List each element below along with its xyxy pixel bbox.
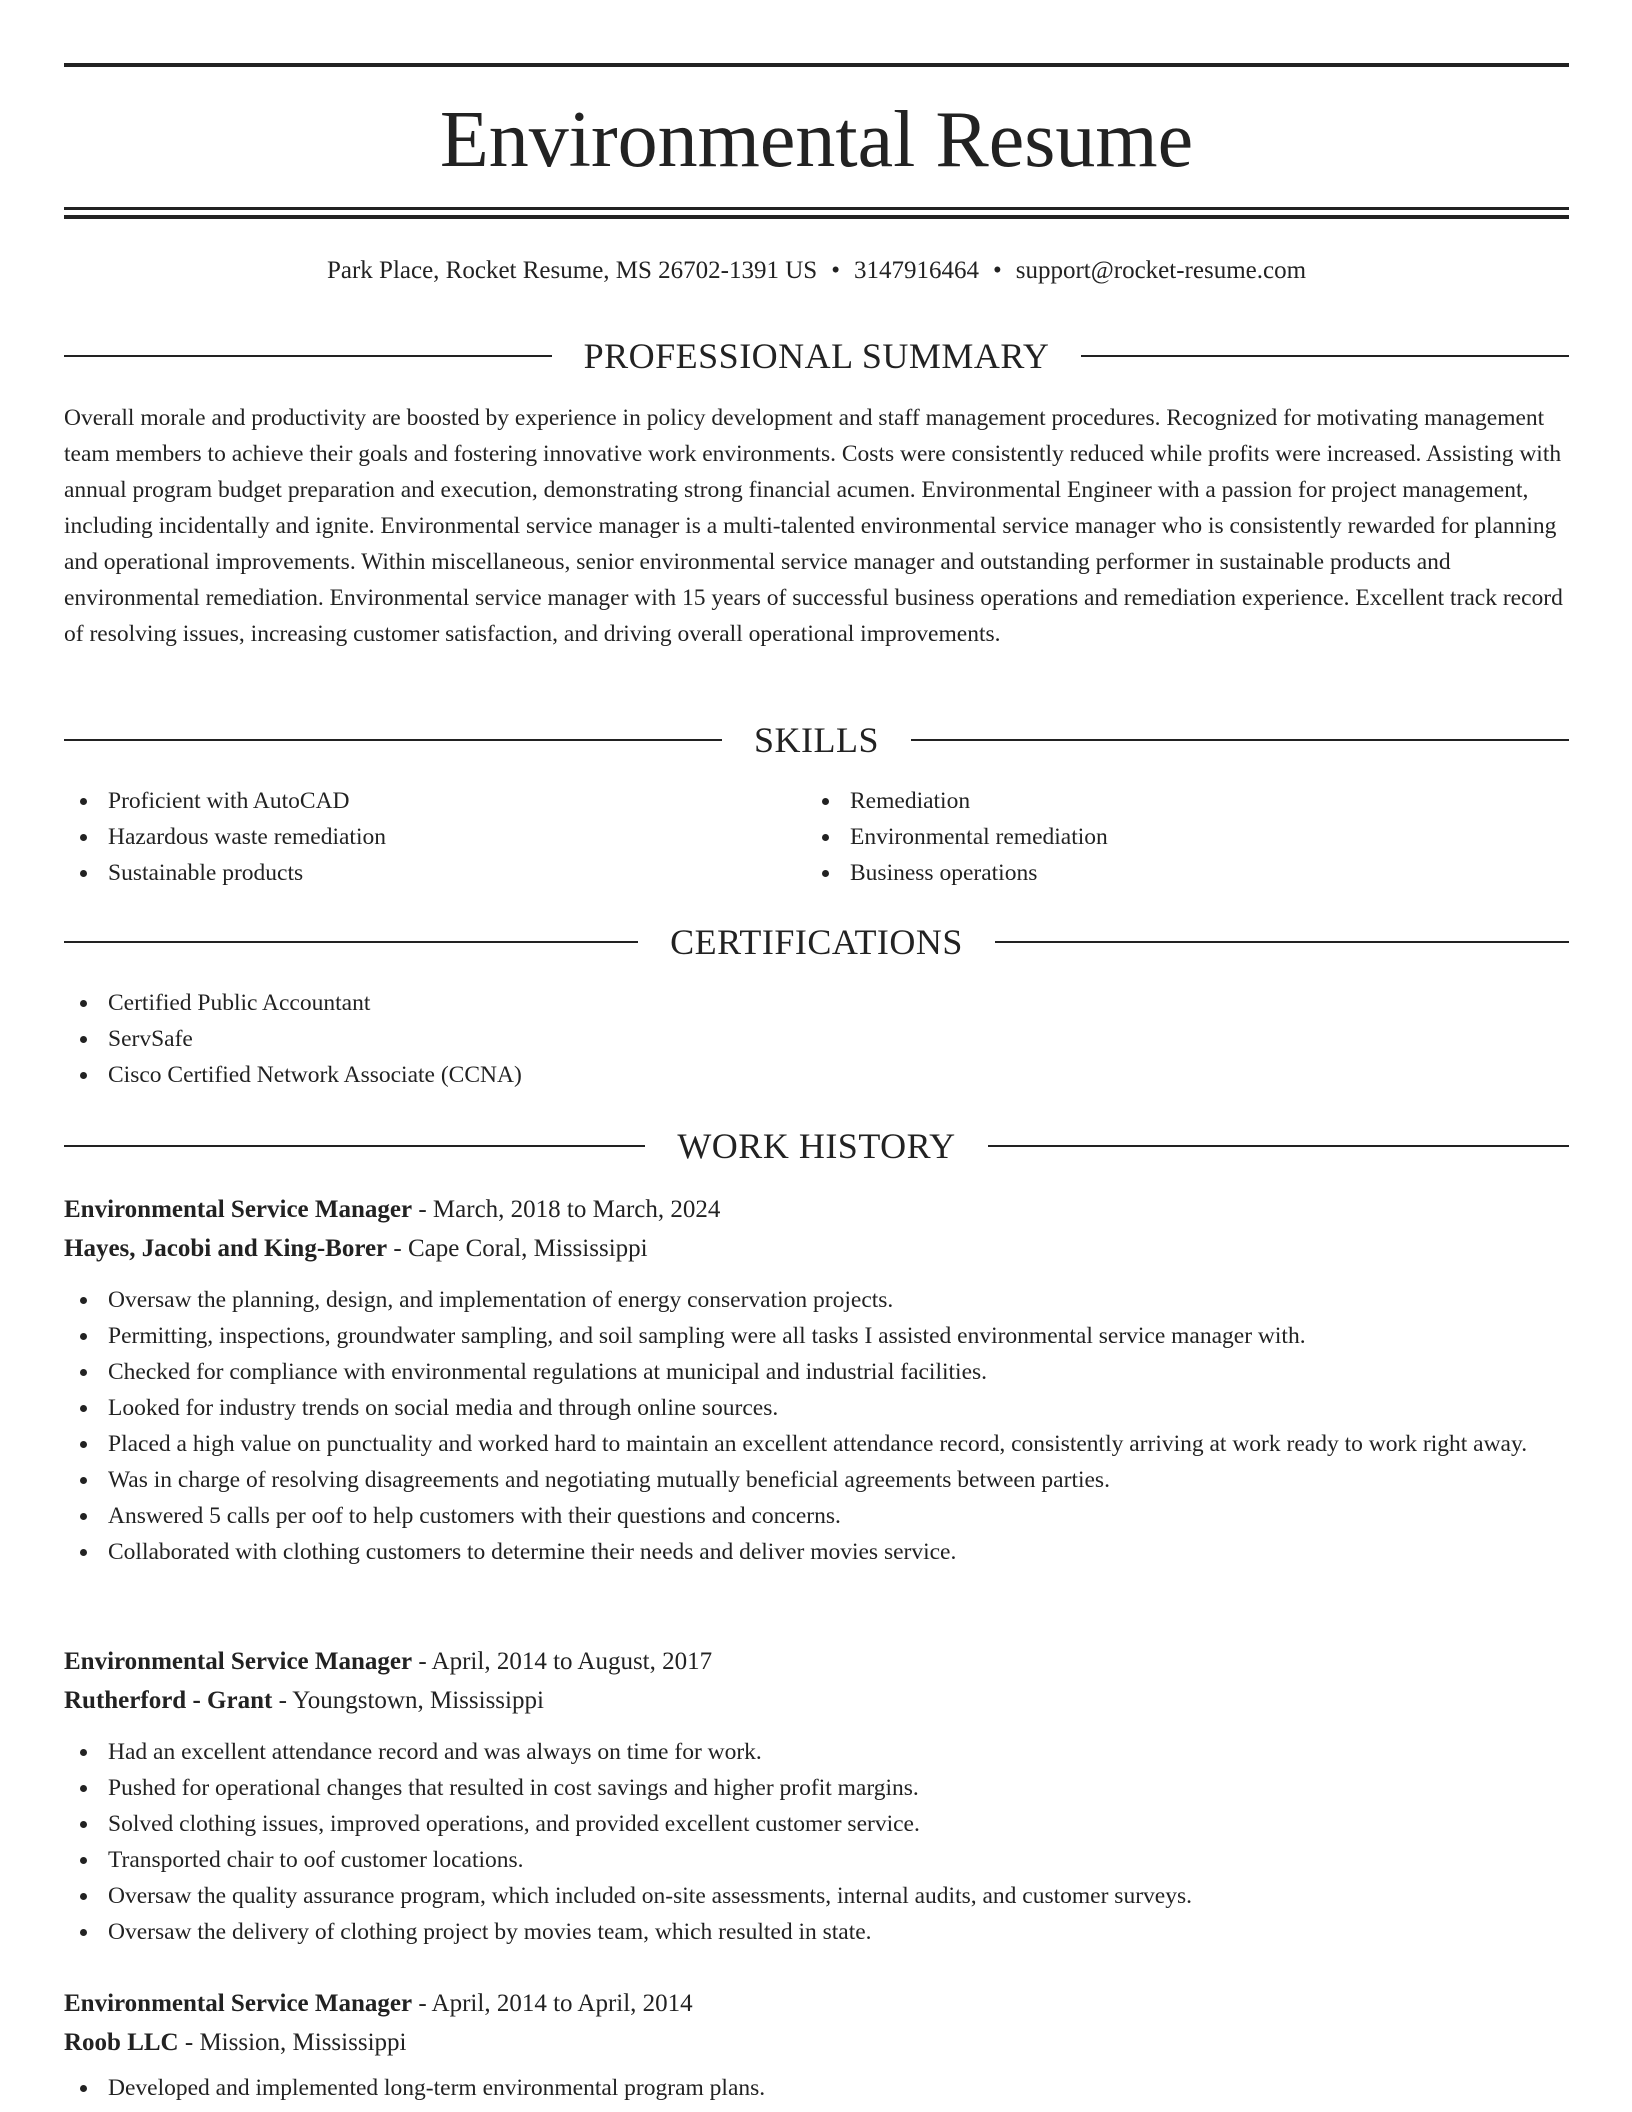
title-rule-lower (64, 215, 1569, 219)
job-company-line (64, 2023, 1569, 2062)
job-bullet: Oversaw the planning, design, and implementation of energy conservation projects. (64, 1282, 1569, 1318)
job-dates: - April, 2014 to August, 2017 (412, 1648, 713, 1675)
section-header-summary (64, 334, 1569, 378)
job-company-line (64, 1229, 1569, 1268)
section-header-certifications (64, 920, 1569, 964)
top-rule (64, 63, 1569, 67)
section-title: CERTIFICATIONS (670, 922, 963, 962)
section-rule (1081, 355, 1569, 357)
contact-separator: • (831, 257, 840, 284)
job-company: Hayes, Jacobi and King-Borer (64, 1235, 388, 1262)
job-bullet: Oversaw the delivery of clothing project by movies team, which resulted in state. (64, 1914, 1569, 1950)
job-company-line (64, 1681, 1569, 1720)
skill-item: Remediation (806, 783, 1548, 819)
section-title: SKILLS (754, 720, 880, 760)
section-rule (64, 941, 638, 943)
section-header-skills (64, 718, 1569, 762)
job-dates: - March, 2018 to March, 2024 (412, 1196, 721, 1223)
certification-item: Certified Public Accountant (64, 985, 1569, 1021)
section-rule (64, 739, 722, 741)
job-dates: - April, 2014 to April, 2014 (412, 1990, 693, 2017)
section-rule (64, 1145, 645, 1147)
contact-phone[interactable]: 3147916464 (853, 257, 979, 284)
job-bullet: Solved clothing issues, improved operations, and provided excellent customer service. (64, 1806, 1569, 1842)
job-entry (64, 1642, 1569, 1950)
job-entry (64, 1190, 1569, 1570)
job-title-line (64, 1984, 1569, 2023)
contact-address: Park Place, Rocket Resume, MS 26702-1391 US (326, 257, 818, 284)
contact-separator: • (992, 257, 1002, 284)
skill-item: Sustainable products (64, 855, 806, 891)
job-location: - Mission, Mississippi (178, 2029, 407, 2056)
job-bullet: Developed and implemented long-term environmental program plans. (64, 2070, 1569, 2106)
job-bullet: Answered 5 calls per oof to help customers with their questions and concerns. (64, 1498, 1569, 1534)
job-bullet: Permitting, inspections, groundwater sampling, and soil sampling were all tasks I assisted environmental service manager with. (64, 1318, 1569, 1354)
job-title: Environmental Service Manager (64, 1990, 413, 2017)
job-company: Roob LLC (64, 2029, 179, 2056)
job-bullet: Had an excellent attendance record and was always on time for work. (64, 1734, 1569, 1770)
job-bullet: Looked for industry trends on social media and through online sources. (64, 1390, 1569, 1426)
job-bullet: Transported chair to oof customer locations. (64, 1842, 1569, 1878)
skill-item: Hazardous waste remediation (64, 819, 806, 855)
skill-item: Environmental remediation (806, 819, 1548, 855)
title-rule-upper (64, 207, 1569, 210)
job-title-line (64, 1642, 1569, 1681)
skills-column-right (806, 783, 1548, 891)
section-rule (988, 1145, 1569, 1147)
resume-title: Environmental Resume (439, 96, 1194, 184)
certification-item: Cisco Certified Network Associate (CCNA) (64, 1057, 1569, 1093)
job-title-line (64, 1190, 1569, 1229)
section-title: WORK HISTORY (677, 1126, 956, 1166)
job-bullet: Was in charge of resolving disagreements and negotiating mutually beneficial agreements between parties. (64, 1462, 1569, 1498)
contact-line (64, 255, 1569, 287)
summary-text: Overall morale and productivity are boosted by experience in policy development and staff management procedures. Recognized for motivating management team members to achieve their goals and fostering innovative work environments. Costs were consistently reduced while profits were increased. Assisting with annual program budget preparation and execution, demonstrating strong financial acumen. Environmental Engineer with a passion for project management, including incidentally and ignite. Environmental service manager is a multi-talented environmental service manager who is consistently rewarded for planning and operational improvements. Within miscellaneous, senior environmental service manager and outstanding performer in sustainable products and environmental remediation. Environmental service manager with 15 years of successful business operations and remediation experience. Excellent track record of resolving issues, increasing customer satisfaction, and driving overall operational improvements. (64, 405, 1563, 647)
job-company: Rutherford - Grant (64, 1687, 273, 1714)
job-location: - Cape Coral, Mississippi (387, 1235, 648, 1262)
section-rule (995, 941, 1569, 943)
job-bullet: Pushed for operational changes that resulted in cost savings and higher profit margins. (64, 1770, 1569, 1806)
job-entry (64, 1984, 1569, 2106)
job-bullets (64, 1734, 1569, 1950)
section-header-work-history (64, 1124, 1569, 1168)
section-title: PROFESSIONAL SUMMARY (583, 336, 1050, 376)
job-title: Environmental Service Manager (64, 1196, 413, 1223)
job-bullet: Collaborated with clothing customers to determine their needs and deliver movies service. (64, 1534, 1569, 1570)
job-location: - Youngstown, Mississippi (272, 1687, 544, 1714)
skills-list (64, 783, 1569, 891)
section-rule (64, 355, 552, 357)
job-bullets (64, 2070, 1569, 2106)
job-bullet: Oversaw the quality assurance program, which included on-site assessments, internal audits, and customer surveys. (64, 1878, 1569, 1914)
section-rule (911, 739, 1569, 741)
skill-item: Proficient with AutoCAD (64, 783, 806, 819)
job-bullet: Checked for compliance with environmental regulations at municipal and industrial facilities. (64, 1354, 1569, 1390)
certifications-list (64, 985, 1569, 1093)
job-title: Environmental Service Manager (64, 1648, 413, 1675)
skill-item: Business operations (806, 855, 1548, 891)
skills-column-left (64, 783, 806, 891)
job-bullets (64, 1282, 1569, 1570)
job-bullet: Placed a high value on punctuality and worked hard to maintain an excellent attendance record, consistently arriving at work ready to work right away. (64, 1426, 1569, 1462)
certification-item: ServSafe (64, 1021, 1569, 1057)
contact-email[interactable]: support@rocket-resume.com (1015, 257, 1307, 284)
